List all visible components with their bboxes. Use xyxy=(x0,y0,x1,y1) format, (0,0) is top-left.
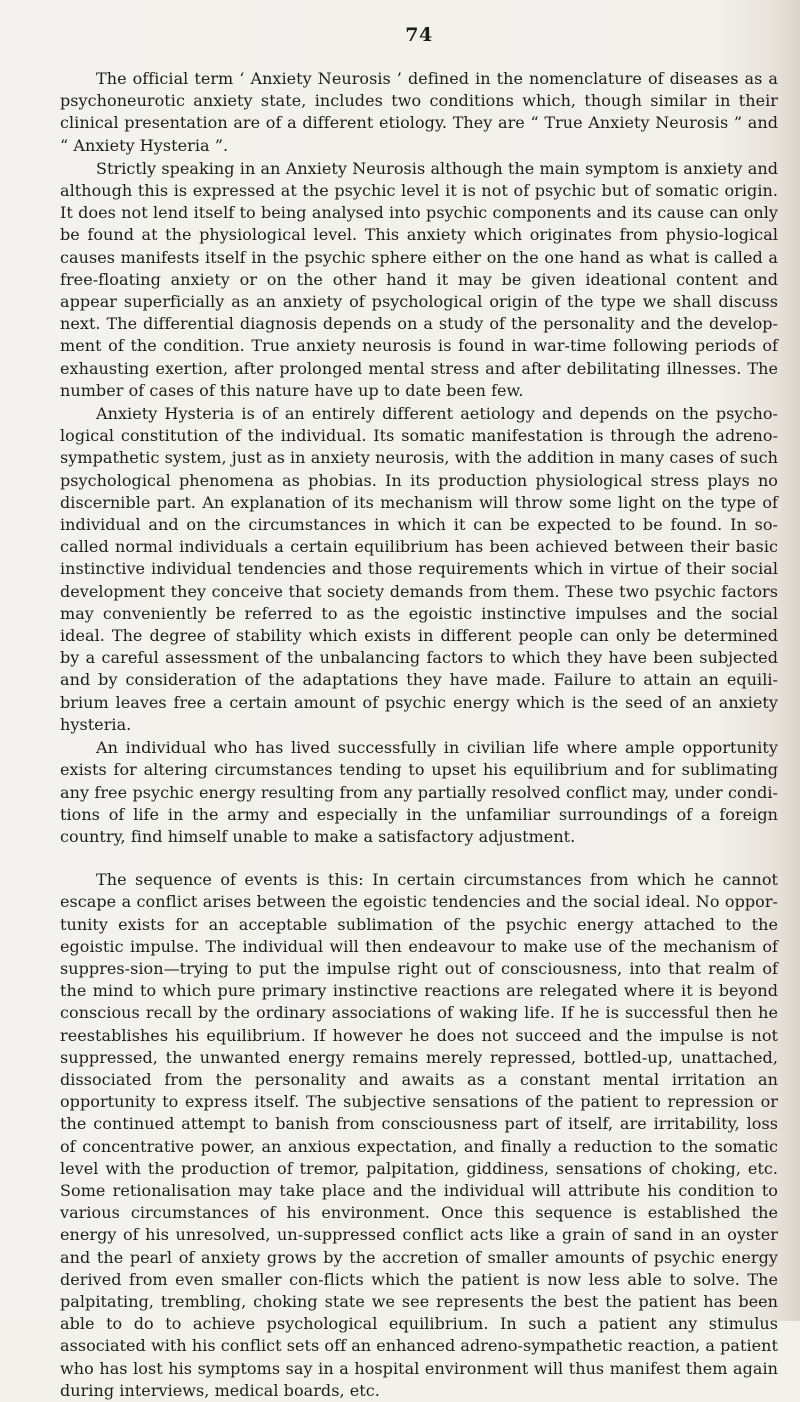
paragraph-civilian-life: An individual who has lived successfully in civilian life where ample opportunity exists for altering circumstances tending to upset his equilibrium and for sublimating any free psychic energy resulting from any partially resolved conflict may, under condi-tions of life in the army and especially in the unfamiliar surroundings of a foreign country, find himself unable to make a satisfactory adjustment. xyxy=(60,738,778,846)
page-number: 74 xyxy=(405,24,433,46)
paragraph-anxiety-neurosis: Strictly speaking in an Anxiety Neurosis although the main symptom is anxiety and although this is expressed at the psychic level it is not of psychic but of somatic origin. It does not lend itself to being analysed into psychic components and its cause can only be found at the physiological level. This anxiety which originates from physio-logical causes manifests itself in the psychic sphere either on the one hand as what is called a free-floating anxiety or on the other hand it may be given ideational content and appear superficially as an anxiety of psychological origin of the type we shall discuss next. The differential diagnosis depends on a study of the personality and the develop-ment of the condition. True anxiety neurosis is found in war-time following periods of exhausting exertion, after prolonged mental stress and after debilitating illnesses. The number of cases of this nature have up to date been few. xyxy=(60,158,778,400)
paragraph-anxiety-hysteria: Anxiety Hysteria is of an entirely different aetiology and depends on the psycho-logical constitution of the individual. Its somatic manifestation is through the adreno-sympathetic system, just as in anxiety neurosis, with the addition in many cases of such psychological phenomena as phobias. In its production physiological stress plays no discernible part. An explanation of its mechanism will throw some light on the type of individual and on the circumstances in which it can be expected to be found. In so-called normal individuals a certain equilibrium has been achieved between their basic instinctive individual tendencies and those requirements which in virtue of their social development they conceive that society demands from them. These two psychic factors may conveniently be referred to as the egoistic instinctive impulses and the social ideal. The degree of stability which exists in different people can only be determined by a careful assessment of the unbalancing factors to which they have been subjected and by consideration of the adaptations they have made. Failure to attain an equili-brium leaves free a certain amount of psychic energy which is the seed of an anxiety hysteria. xyxy=(60,404,778,734)
paragraph-intro: The official term ‘ Anxiety Neurosis ’ defined in the nomenclature of diseases as a psychoneurotic anxiety state, includes two conditions which, though similar in their clinical presentation are of a different etiology. They are “ True Anxiety Neurosis ” and “ Anxiety Hysteria ”. xyxy=(60,69,778,155)
paragraph-sequence-of-events: The sequence of events is this: In certain circumstances from which he cannot escape a conflict arises between the egoistic tendencies and the social ideal. No oppor-tunity exists for an acceptable sublimation of the psychic energy attached to the egoistic impulse. The individual will then endeavour to make use of the mechanism of suppres-sion—trying to put the impulse right out of consciousness, into that realm of the mind to which pure primary instinctive reactions are relegated where it is beyond conscious recall by the ordinary associations of waking life. If he is successful then he reestablishes his equilibrium. If however he does not succeed and the impulse is not suppressed, the unwanted energy remains merely repressed, bottled-up, unattached, dissociated from the personality and awaits as a constant mental irritation an opportunity to express itself. The subjective sensations of the patient to repression or the continued attempt to banish from consciousness part of itself, are irritability, loss of concentrative power, an anxious expectation, and finally a reduction to the somatic level with the production of tremor, palpitation, giddiness, sensations of choking, etc. Some retionalisation may take place and the individual will attribute his condition to various circumstances of his environment. Once this sequence is established the energy of his unresolved, un-suppressed conflict acts like a grain of sand in an oyster and the pearl of anxiety grows by the accretion of smaller amounts of psychic energy derived from even smaller con-flicts which the patient is now less able to solve. The palpitating, trembling, choking state we see represents the best the patient has been able to do to achieve psychological equilibrium. In such a patient any stimulus associated with his conflict sets off an enhanced adreno-sympathetic reaction, a patient who has lost his symptoms say in a hospital environment will thus manifest them again during interviews, medical boards, etc. xyxy=(60,870,778,1400)
